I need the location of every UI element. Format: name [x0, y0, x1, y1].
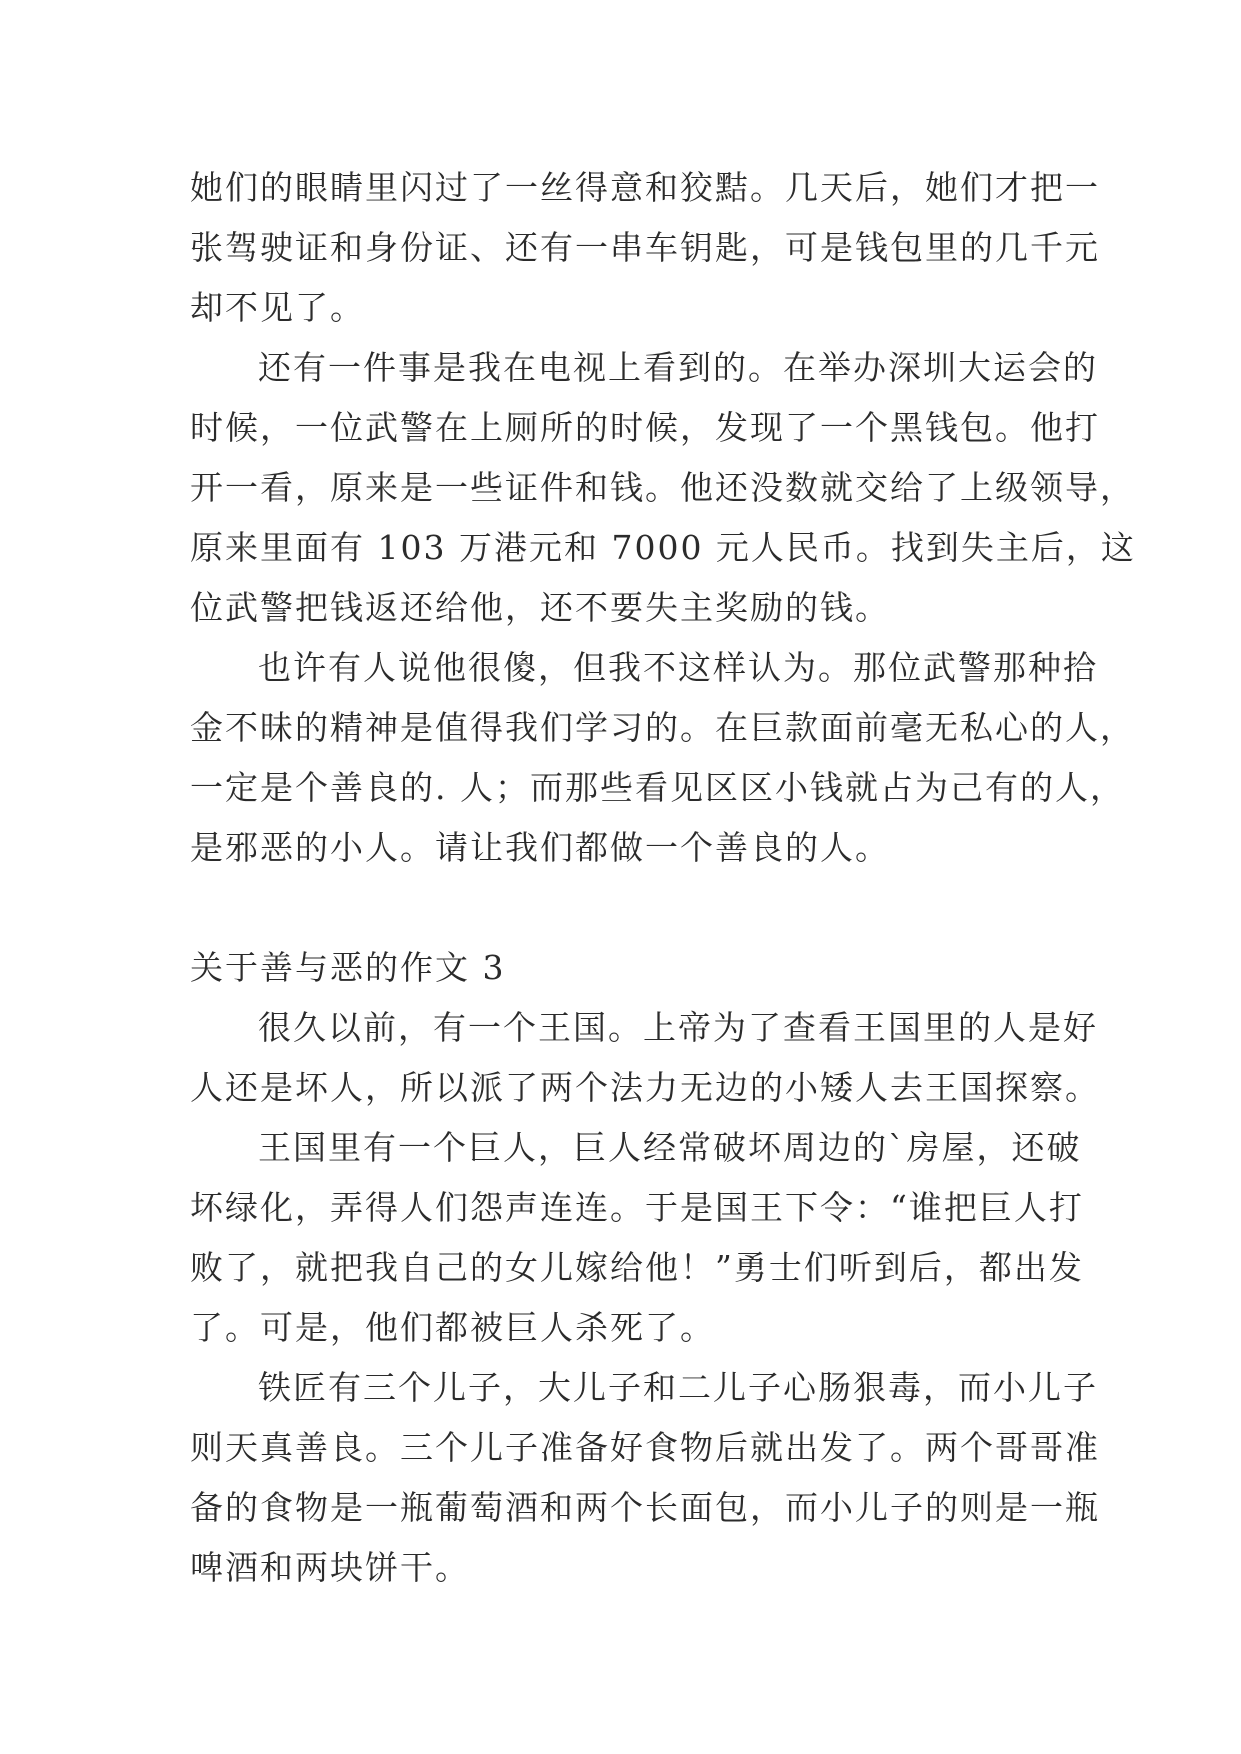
paragraph-line: 张驾驶证和身份证、还有一串车钥匙，可是钱包里的几千元 [190, 228, 1100, 267]
paragraph-line: 一定是个善良的. 人；而那些看见区区小钱就占为己有的人， [190, 768, 1125, 807]
paragraph-line: 原来里面有 103 万港元和 7000 元人民币。找到失主后，这 [190, 528, 1136, 567]
paragraph-line: 也许有人说他很傻，但我不这样认为。那位武警那种拾 [258, 648, 1098, 687]
paragraph-line: 很久以前，有一个王国。上帝为了查看王国里的人是好 [258, 1008, 1098, 1047]
paragraph-1 [190, 158, 1100, 338]
paragraph-4 [190, 998, 1100, 1118]
paragraph-line: 位武警把钱返还给他，还不要失主奖励的钱。 [190, 588, 890, 627]
section-spacer [190, 878, 1048, 938]
paragraph-line: 坏绿化，弄得人们怨声连连。于是国王下令：“谁把巨人打 [190, 1188, 1084, 1227]
paragraph-line: 金不昧的精神是值得我们学习的。在巨款面前毫无私心的人， [190, 708, 1135, 747]
paragraph-3 [190, 638, 1135, 878]
paragraph-line: 她们的眼睛里闪过了一丝得意和狡黠。几天后，她们才把一 [190, 168, 1100, 207]
paragraph-line: 是邪恶的小人。请让我们都做一个善良的人。 [190, 828, 890, 867]
paragraph-line: 备的食物是一瓶葡萄酒和两个长面包，而小儿子的则是一瓶 [190, 1488, 1100, 1527]
paragraph-6 [190, 1358, 1100, 1598]
document-body [190, 158, 1136, 1598]
paragraph-line: 铁匠有三个儿子，大儿子和二儿子心肠狠毒，而小儿子 [258, 1368, 1098, 1407]
section-heading: 关于善与恶的作文 3 [190, 948, 506, 987]
paragraph-line: 王国里有一个巨人，巨人经常破坏周边的`房屋，还破 [258, 1128, 1082, 1167]
paragraph-line: 人还是坏人，所以派了两个法力无边的小矮人去王国探察。 [190, 1068, 1100, 1107]
paragraph-line: 了。可是，他们都被巨人杀死了。 [190, 1308, 715, 1347]
paragraph-line: 时候，一位武警在上厕所的时候，发现了一个黑钱包。他打 [190, 408, 1100, 447]
paragraph-2 [190, 338, 1136, 638]
paragraph-line: 啤酒和两块饼干。 [190, 1548, 470, 1587]
paragraph-line: 还有一件事是我在电视上看到的。在举办深圳大运会的 [258, 348, 1098, 387]
paragraph-line: 却不见了。 [190, 288, 365, 327]
paragraph-5 [190, 1118, 1084, 1358]
paragraph-line: 败了，就把我自己的女儿嫁给他！”勇士们听到后，都出发 [190, 1248, 1084, 1287]
paragraph-line: 开一看，原来是一些证件和钱。他还没数就交给了上级领导， [190, 468, 1135, 507]
paragraph-line: 则天真善良。三个儿子准备好食物后就出发了。两个哥哥准 [190, 1428, 1100, 1467]
